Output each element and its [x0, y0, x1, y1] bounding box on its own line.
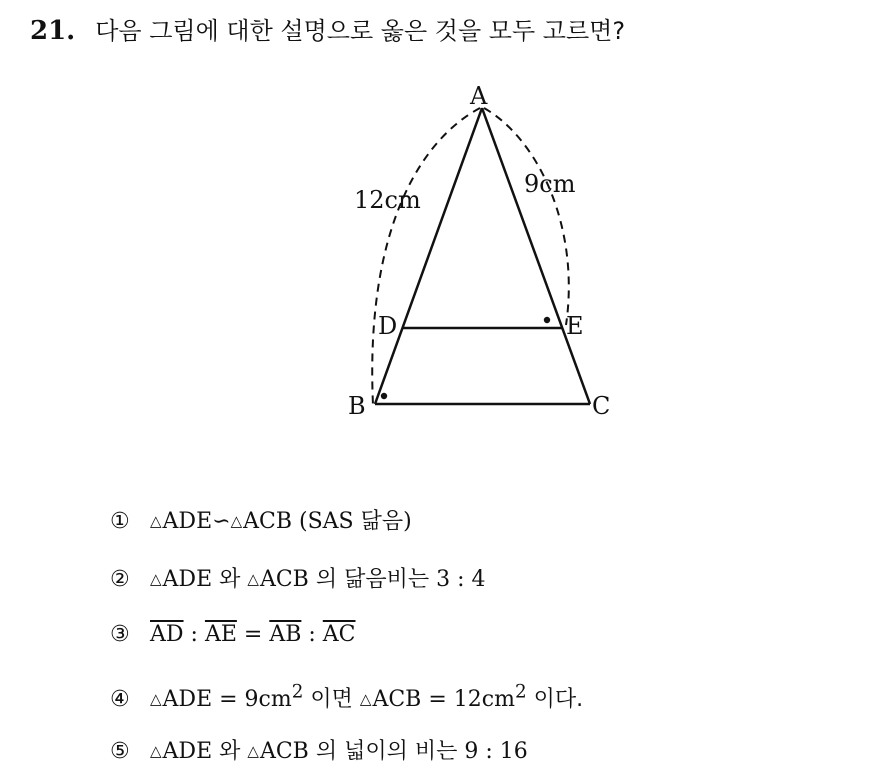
- label-e: E: [566, 312, 584, 340]
- label-b: B: [348, 392, 366, 420]
- triangle-icon: △: [359, 690, 372, 709]
- segment-ac: $\overline{AC}$: [322, 622, 356, 647]
- option-4-part: ADE = 9cm: [162, 687, 292, 713]
- angle-mark-e: [544, 317, 550, 323]
- option-5[interactable]: [110, 736, 528, 767]
- segment-ab: $\overline{AB}$: [269, 622, 302, 647]
- triangle-icon: △: [150, 690, 162, 709]
- question-number: 21.: [30, 16, 76, 46]
- option-2-part: 와: [219, 567, 241, 592]
- option-2-number: ②: [110, 567, 130, 592]
- option-4[interactable]: [110, 678, 583, 715]
- option-1-part: ACB (SAS: [243, 509, 361, 534]
- side-ac: [482, 108, 590, 404]
- option-5-part: 9 : 16: [457, 739, 528, 764]
- option-1-part: ADE: [162, 509, 213, 534]
- similar-symbol: ∽: [212, 509, 231, 534]
- segment-ad: $\overline{AD}$: [150, 622, 184, 647]
- option-3-part: :: [183, 622, 205, 647]
- triangle-icon: △: [150, 570, 162, 588]
- option-5-part: 의 넓이의 비는: [315, 739, 458, 764]
- option-5-part: ACB: [259, 739, 316, 764]
- triangle-icon: △: [150, 512, 162, 530]
- angle-mark-b: [381, 393, 387, 399]
- segment-ae: $\overline{AE}$: [204, 622, 237, 647]
- option-4-exponent: 2: [514, 682, 527, 703]
- label-length-ab: 12cm: [354, 186, 421, 214]
- option-1-text: [150, 509, 412, 534]
- option-4-part: ACB = 12cm: [372, 687, 515, 713]
- option-2[interactable]: [110, 564, 486, 595]
- label-d: D: [378, 312, 398, 340]
- option-3-text: [150, 622, 356, 647]
- side-ab: [375, 108, 482, 404]
- option-4-part: 이면: [303, 687, 360, 713]
- option-3[interactable]: [110, 620, 356, 650]
- option-2-part: ADE: [162, 567, 220, 592]
- option-1-number: ①: [110, 509, 130, 534]
- label-length-ac: 9cm: [524, 170, 576, 198]
- option-4-number: ④: [110, 687, 130, 713]
- label-c: C: [592, 392, 611, 420]
- option-3-number: ③: [110, 622, 130, 647]
- option-1-part: ): [403, 509, 412, 534]
- option-1-part: 닮음: [360, 509, 404, 534]
- option-2-text: [150, 567, 486, 592]
- option-4-text: [150, 682, 584, 713]
- triangle-icon: △: [150, 742, 162, 760]
- option-4-exponent: 2: [291, 682, 304, 703]
- option-3-part: =: [236, 622, 270, 647]
- option-3-part: :: [301, 622, 323, 647]
- label-a: A: [470, 82, 488, 110]
- option-5-part: 와: [219, 739, 241, 764]
- triangle-icon: △: [247, 570, 259, 588]
- triangle-icon: △: [247, 742, 259, 760]
- option-5-text: [150, 739, 528, 764]
- option-2-part: ACB: [259, 567, 316, 592]
- option-1[interactable]: [110, 506, 412, 537]
- option-2-part: 3 : 4: [429, 567, 486, 592]
- question-text: 다음 그림에 대한 설명으로 옳은 것을 모두 고르면?: [95, 17, 626, 45]
- option-5-part: ADE: [162, 739, 220, 764]
- option-2-part: 의 닮음비는: [315, 567, 430, 592]
- dashed-arc-ab: [372, 108, 480, 405]
- option-4-part: 이다.: [526, 687, 584, 713]
- option-5-number: ⑤: [110, 739, 130, 764]
- dashed-arc-ae: [484, 108, 569, 325]
- triangle-icon: △: [230, 512, 243, 530]
